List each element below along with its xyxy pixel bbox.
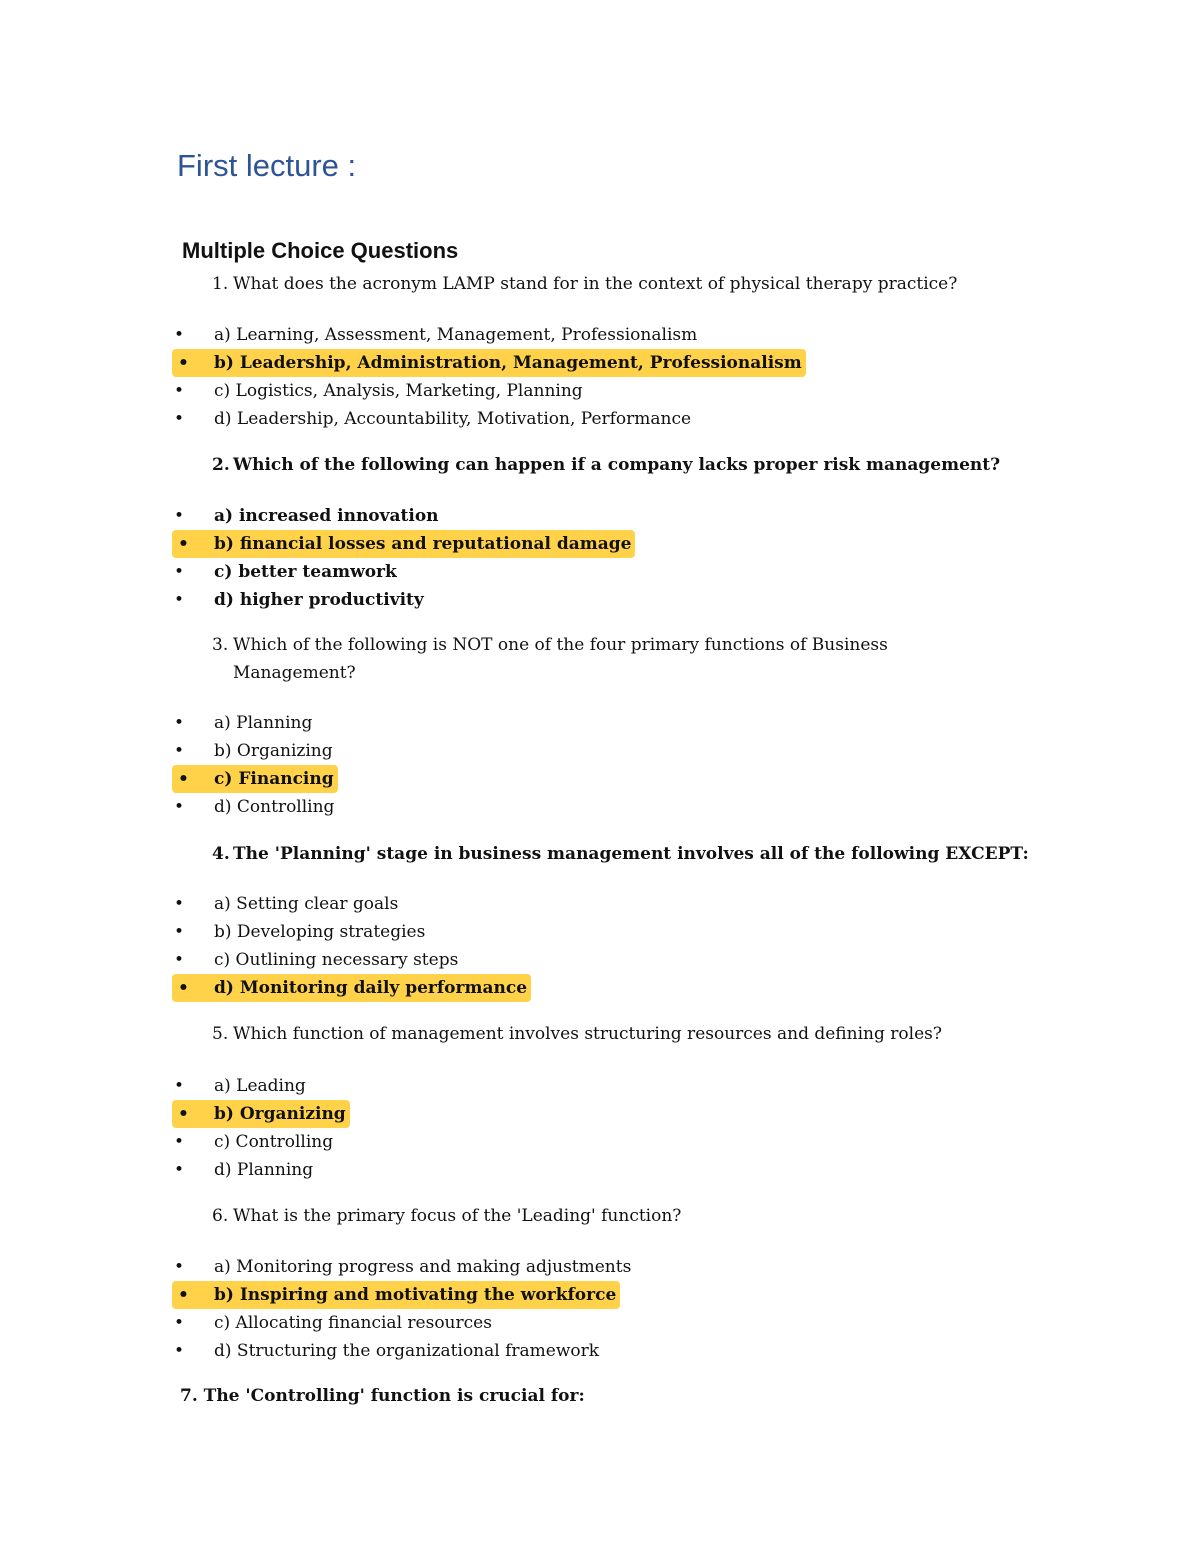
option-q6-a[interactable] <box>172 1253 635 1281</box>
question-text: What does the acronym LAMP stand for in the context of physical therapy practice? <box>233 274 958 294</box>
option-q2-d[interactable] <box>172 586 635 614</box>
bullet: • <box>174 713 185 733</box>
bullet: • <box>174 1341 185 1361</box>
question-number: 3. <box>212 635 229 655</box>
bullet: • <box>174 1257 185 1277</box>
page-title: First lecture : <box>177 148 357 183</box>
option-text: b) Inspiring and motivating the workforce <box>214 1285 617 1305</box>
option-q6-d[interactable] <box>172 1337 635 1365</box>
question-number: 7. <box>180 1386 198 1406</box>
options-q2 <box>172 502 635 614</box>
option-text: d) Structuring the organizational framework <box>214 1341 600 1361</box>
option-q2-a[interactable] <box>172 502 635 530</box>
question-text: Which of the following is NOT one of the four primary functions of Business Management? <box>233 635 888 683</box>
option-text: a) Learning, Assessment, Management, Professionalism <box>214 325 698 345</box>
bullet: • <box>174 922 185 942</box>
bullet: • <box>174 950 185 970</box>
question-number: 6. <box>212 1206 229 1226</box>
option-q2-b-correct[interactable] <box>172 530 635 558</box>
option-text: c) Outlining necessary steps <box>214 950 459 970</box>
question-5 <box>212 1020 942 1048</box>
bullet: • <box>174 1160 185 1180</box>
question-7 <box>180 1382 585 1410</box>
option-text: c) Controlling <box>214 1132 334 1152</box>
option-q5-b-correct[interactable] <box>172 1100 350 1128</box>
option-q3-b[interactable] <box>172 737 338 765</box>
question-6 <box>212 1202 681 1230</box>
option-text: a) Leading <box>214 1076 306 1096</box>
options-q3 <box>172 709 338 821</box>
bullet: • <box>178 1104 189 1124</box>
option-text: c) Financing <box>214 769 334 789</box>
option-q2-c[interactable] <box>172 558 635 586</box>
question-4 <box>212 840 1029 868</box>
option-q6-b-correct[interactable] <box>172 1281 635 1309</box>
bullet: • <box>174 1076 185 1096</box>
option-q5-a[interactable] <box>172 1072 350 1100</box>
options-q5 <box>172 1072 350 1184</box>
bullet: • <box>174 381 185 401</box>
option-text: c) better teamwork <box>214 562 397 582</box>
option-q4-d-correct[interactable] <box>172 974 531 1002</box>
bullet: • <box>174 409 185 429</box>
option-q4-a[interactable] <box>172 890 531 918</box>
option-text: d) Planning <box>214 1160 314 1180</box>
bullet: • <box>174 894 185 914</box>
question-text: Which function of management involves structuring resources and defining roles? <box>233 1024 942 1044</box>
option-text: c) Logistics, Analysis, Marketing, Planning <box>214 381 583 401</box>
question-text: What is the primary focus of the 'Leading' function? <box>233 1206 682 1226</box>
bullet: • <box>174 1313 185 1333</box>
option-q3-c-correct[interactable] <box>172 765 338 793</box>
question-2 <box>212 451 1000 479</box>
bullet: • <box>178 353 189 373</box>
question-text: The 'Controlling' function is crucial for: <box>203 1386 585 1406</box>
bullet: • <box>174 797 185 817</box>
option-q3-d[interactable] <box>172 793 338 821</box>
option-q1-d[interactable] <box>172 405 806 433</box>
question-3 <box>212 631 933 687</box>
option-q6-c[interactable] <box>172 1309 635 1337</box>
bullet: • <box>178 978 189 998</box>
bullet: • <box>174 562 185 582</box>
option-text: b) Developing strategies <box>214 922 426 942</box>
question-number: 4. <box>212 844 230 864</box>
option-q1-a[interactable] <box>172 321 806 349</box>
option-text: a) Setting clear goals <box>214 894 399 914</box>
question-number: 1. <box>212 274 229 294</box>
option-text: d) Controlling <box>214 797 335 817</box>
options-q1 <box>172 321 806 433</box>
options-q6 <box>172 1253 635 1365</box>
option-text: b) Organizing <box>214 1104 346 1124</box>
option-text: a) increased innovation <box>214 506 439 526</box>
option-q5-d[interactable] <box>172 1156 350 1184</box>
bullet: • <box>178 534 189 554</box>
options-q4 <box>172 890 531 1002</box>
option-q1-b-correct[interactable] <box>172 349 806 377</box>
bullet: • <box>174 506 185 526</box>
bullet: • <box>178 1285 189 1305</box>
option-text: b) Organizing <box>214 741 333 761</box>
question-text: The 'Planning' stage in business management involves all of the following EXCEPT: <box>233 844 1029 864</box>
bullet: • <box>174 590 185 610</box>
option-q5-c[interactable] <box>172 1128 350 1156</box>
option-text: a) Planning <box>214 713 313 733</box>
option-text: b) financial losses and reputational damage <box>214 534 632 554</box>
option-text: b) Leadership, Administration, Management, Professionalism <box>214 353 802 373</box>
section-heading: Multiple Choice Questions <box>182 238 459 263</box>
option-q4-b[interactable] <box>172 918 531 946</box>
bullet: • <box>178 769 189 789</box>
bullet: • <box>174 1132 185 1152</box>
option-q4-c[interactable] <box>172 946 531 974</box>
bullet: • <box>174 325 185 345</box>
option-text: d) higher productivity <box>214 590 424 610</box>
question-text: Which of the following can happen if a company lacks proper risk management? <box>233 455 1001 475</box>
question-number: 5. <box>212 1024 229 1044</box>
option-text: d) Monitoring daily performance <box>214 978 528 998</box>
option-q3-a[interactable] <box>172 709 338 737</box>
option-text: c) Allocating financial resources <box>214 1313 492 1333</box>
question-1 <box>212 270 957 298</box>
option-text: a) Monitoring progress and making adjustments <box>214 1257 632 1277</box>
bullet: • <box>174 741 185 761</box>
option-q1-c[interactable] <box>172 377 806 405</box>
option-text: d) Leadership, Accountability, Motivation, Performance <box>214 409 692 429</box>
question-number: 2. <box>212 455 230 475</box>
